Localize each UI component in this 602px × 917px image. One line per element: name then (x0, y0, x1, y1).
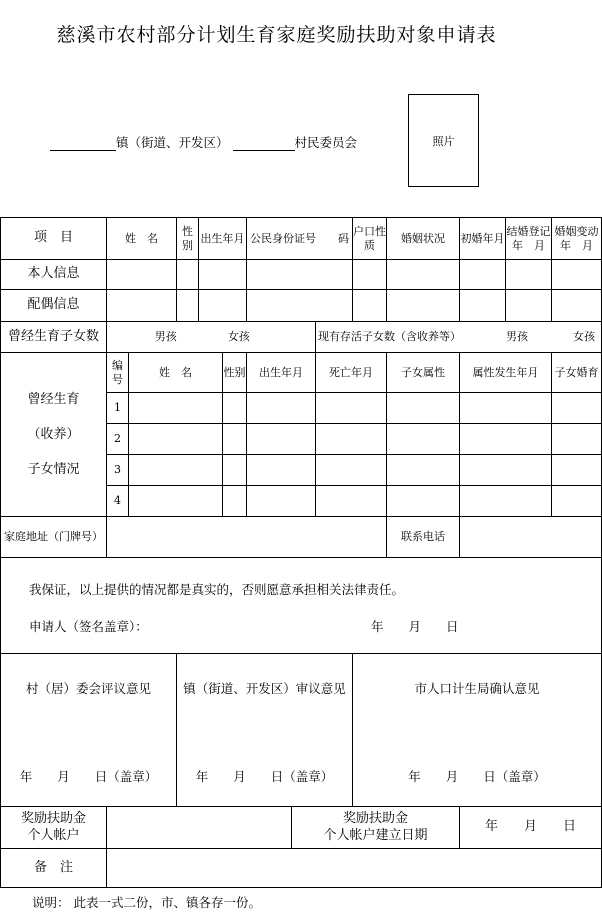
self-id-cell[interactable] (247, 260, 353, 290)
child-attribute-cell[interactable] (387, 486, 460, 517)
child-name-cell[interactable] (129, 424, 223, 455)
header-marriage-change: 婚姻变动年 月 (552, 218, 602, 260)
child-attribute-date-cell[interactable] (460, 455, 552, 486)
header-first-marriage: 初婚年月 (460, 218, 506, 260)
child-death-cell[interactable] (316, 424, 387, 455)
application-form-table (0, 217, 602, 888)
child-header-birth: 出生年月 (247, 353, 316, 393)
remarks-row (1, 849, 602, 888)
self-register-cell[interactable] (506, 260, 552, 290)
child-number: 1 (107, 393, 129, 424)
opinions-row (1, 654, 602, 807)
child-header-gender: 性别 (223, 353, 247, 393)
header-name: 姓 名 (107, 218, 177, 260)
child-attribute-cell[interactable] (387, 455, 460, 486)
born-children-cell[interactable] (107, 322, 316, 353)
account-label (1, 807, 107, 849)
declaration-row (1, 558, 602, 654)
town-opinion-cell[interactable] (177, 654, 353, 807)
child-birth-cell[interactable] (247, 486, 316, 517)
remarks-cell[interactable] (107, 849, 602, 888)
child-attribute-date-cell[interactable] (460, 424, 552, 455)
children-header-row (1, 353, 602, 393)
child-number: 3 (107, 455, 129, 486)
spouse-info-label: 配偶信息 (1, 290, 107, 322)
child-marriage-cell[interactable] (552, 486, 602, 517)
phone-cell[interactable] (460, 517, 602, 558)
child-gender-cell[interactable] (223, 455, 247, 486)
spouse-info-row (1, 290, 602, 322)
child-header-attribute-date: 属性发生年月 (460, 353, 552, 393)
spouse-marital-cell[interactable] (387, 290, 460, 322)
children-section-label (1, 353, 107, 517)
declaration-date: 年 月 日 (371, 619, 459, 634)
header-hukou: 户口性质 (353, 218, 387, 260)
child-number: 4 (107, 486, 129, 517)
spouse-id-cell[interactable] (247, 290, 353, 322)
village-line (50, 133, 357, 151)
child-number: 2 (107, 424, 129, 455)
child-marriage-cell[interactable] (552, 455, 602, 486)
child-birth-cell[interactable] (247, 455, 316, 486)
child-gender-cell[interactable] (223, 424, 247, 455)
living-children-label: 现有存活子女数（含收养等） (318, 330, 461, 344)
photo-label: 照片 (432, 134, 455, 148)
self-hukou-cell[interactable] (353, 260, 387, 290)
child-attribute-date-cell[interactable] (460, 486, 552, 517)
spouse-hukou-cell[interactable] (353, 290, 387, 322)
born-boy-label: 男孩 (154, 330, 177, 344)
address-cell[interactable] (107, 517, 387, 558)
child-gender-cell[interactable] (223, 393, 247, 424)
address-label: 家庭地址（门牌号） (1, 517, 107, 558)
children-section-label-2: （收养） (27, 426, 80, 442)
child-death-cell[interactable] (316, 455, 387, 486)
town-blank[interactable] (50, 136, 116, 151)
self-marital-cell[interactable] (387, 260, 460, 290)
child-attribute-date-cell[interactable] (460, 393, 552, 424)
account-date-label-1: 奖励扶助金 (343, 811, 409, 827)
child-death-cell[interactable] (316, 393, 387, 424)
child-name-cell[interactable] (129, 455, 223, 486)
child-header-name: 姓 名 (129, 353, 223, 393)
declaration-cell (1, 558, 602, 654)
self-first-marriage-cell[interactable] (460, 260, 506, 290)
child-header-attribute: 子女属性 (387, 353, 460, 393)
account-row (1, 807, 602, 849)
child-gender-cell[interactable] (223, 486, 247, 517)
child-birth-cell[interactable] (247, 393, 316, 424)
city-opinion-stamp: 年 月 日（盖章） (408, 769, 546, 784)
child-header-death: 死亡年月 (316, 353, 387, 393)
village-suffix: 村民委员会 (294, 135, 358, 150)
header-gender: 性别 (177, 218, 199, 260)
living-girl-label: 女孩 (573, 330, 595, 344)
self-name-cell[interactable] (107, 260, 177, 290)
self-info-label: 本人信息 (1, 260, 107, 290)
child-name-cell[interactable] (129, 486, 223, 517)
city-opinion-cell[interactable] (353, 654, 602, 807)
account-date-label-2: 个人帐户建立日期 (323, 827, 428, 843)
address-row (1, 517, 602, 558)
declaration-text: 我保证，以上提供的情况都是真实的，否则愿意承担相关法律责任。 (29, 582, 405, 597)
self-birth-cell[interactable] (199, 260, 247, 290)
child-name-cell[interactable] (129, 393, 223, 424)
spouse-first-marriage-cell[interactable] (460, 290, 506, 322)
remarks-label: 备 注 (1, 849, 107, 888)
self-info-row (1, 260, 602, 290)
self-gender-cell[interactable] (177, 260, 199, 290)
born-girl-label: 女孩 (227, 330, 250, 344)
phone-label: 联系电话 (387, 517, 460, 558)
account-date-cell[interactable]: 年 月 日 (460, 807, 602, 849)
child-marriage-cell[interactable] (552, 393, 602, 424)
living-boy-label: 男孩 (506, 330, 528, 344)
self-change-cell[interactable] (552, 260, 602, 290)
account-label-1: 奖励扶助金 (20, 811, 86, 827)
photo-box[interactable] (408, 94, 479, 187)
children-section-label-1: 曾经生育 (27, 391, 80, 407)
village-opinion-cell[interactable] (1, 654, 177, 807)
city-opinion-label: 市人口计生局确认意见 (414, 681, 540, 696)
spouse-birth-cell[interactable] (199, 290, 247, 322)
header-marriage-register: 结婚登记年 月 (506, 218, 552, 260)
children-count-row (1, 322, 602, 353)
applicant-signature-label: 申请人（签名盖章）： (29, 619, 148, 634)
header-marital-status: 婚姻状况 (387, 218, 460, 260)
header-item: 项 目 (1, 218, 107, 260)
town-opinion-stamp: 年 月 日（盖章） (195, 769, 334, 784)
village-blank[interactable] (233, 136, 295, 151)
child-attribute-cell[interactable] (387, 393, 460, 424)
spouse-register-cell[interactable] (506, 290, 552, 322)
form-title: 慈溪市农村部分计划生育家庭奖励扶助对象申请表 (56, 24, 497, 46)
account-cell[interactable] (107, 807, 292, 849)
town-suffix: 镇（街道、开发区） (116, 135, 229, 150)
header-id-number: 公民身份证号 码 (247, 218, 353, 260)
child-marriage-cell[interactable] (552, 424, 602, 455)
village-opinion-label: 村（居）委会评议意见 (25, 681, 151, 696)
spouse-gender-cell[interactable] (177, 290, 199, 322)
spouse-name-cell[interactable] (107, 290, 177, 322)
child-header-marriage: 子女婚育 (552, 353, 602, 393)
spouse-change-cell[interactable] (552, 290, 602, 322)
child-death-cell[interactable] (316, 486, 387, 517)
info-header-row (1, 218, 602, 260)
born-children-label: 曾经生育子女数 (1, 322, 107, 353)
living-children-cell[interactable] (316, 322, 602, 353)
account-label-2: 个人帐户 (27, 827, 80, 843)
header-birth: 出生年月 (199, 218, 247, 260)
town-opinion-label: 镇（街道、开发区）审议意见 (183, 681, 346, 696)
child-attribute-cell[interactable] (387, 424, 460, 455)
village-opinion-stamp: 年 月 日（盖章） (19, 769, 158, 784)
account-date-label (292, 807, 460, 849)
child-birth-cell[interactable] (247, 424, 316, 455)
child-header-number: 编号 (107, 353, 129, 393)
children-section-label-3: 子女情况 (27, 462, 80, 478)
footer-note: 说明： 此表一式二份，市、镇各存一份。 (32, 895, 261, 910)
